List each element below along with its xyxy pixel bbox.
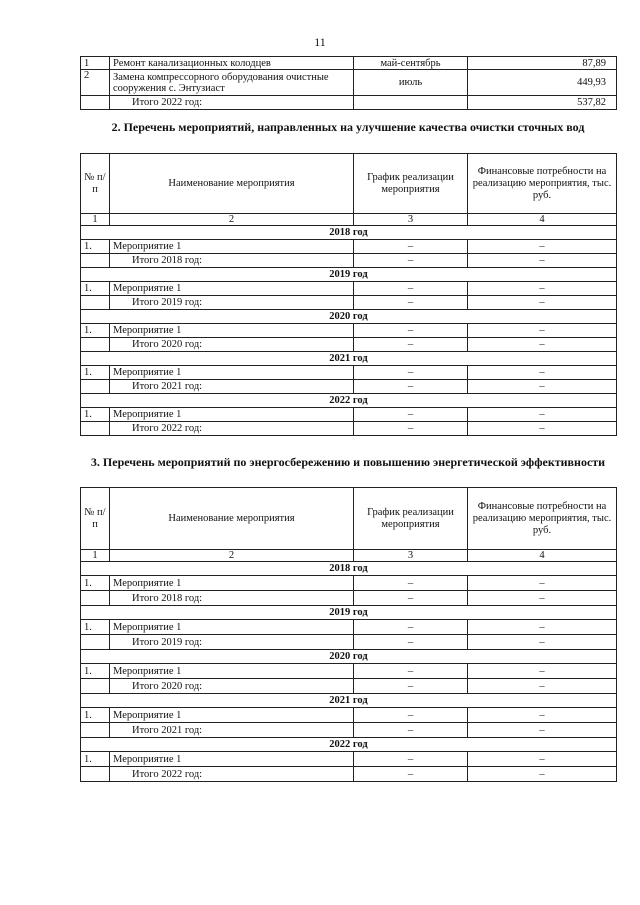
row-schedule: –: [354, 324, 468, 338]
row-name: Мероприятие 1: [110, 752, 354, 767]
row-schedule: июль: [354, 70, 468, 96]
table-row: [81, 282, 617, 296]
row-amount: –: [468, 324, 617, 338]
total-schedule: –: [354, 380, 468, 394]
table-row: [81, 70, 617, 96]
row-number: 1: [81, 57, 110, 70]
row-name: Мероприятие 1: [110, 324, 354, 338]
year-row: [81, 310, 617, 324]
table-row: [81, 708, 617, 723]
total-schedule: –: [354, 723, 468, 738]
row-name: Ремонт канализационных колодцев: [110, 57, 354, 70]
year-row: [81, 268, 617, 282]
row-schedule: –: [354, 282, 468, 296]
column-numbers-row: [81, 550, 617, 562]
empty-cell: [81, 380, 110, 394]
total-row: [81, 635, 617, 650]
total-schedule: –: [354, 679, 468, 694]
total-label: Итого 2022 год:: [110, 422, 354, 436]
row-amount: –: [468, 366, 617, 380]
year-label: 2020 год: [81, 650, 617, 664]
total-label: Итого 2018 год:: [110, 591, 354, 606]
total-schedule: –: [354, 591, 468, 606]
year-label: 2021 год: [81, 352, 617, 366]
row-name: Мероприятие 1: [110, 576, 354, 591]
header-name: Наименование мероприятия: [110, 154, 354, 214]
year-label: 2019 год: [81, 268, 617, 282]
table-row: [81, 664, 617, 679]
empty-cell: [81, 635, 110, 650]
col-number: 1: [81, 550, 110, 562]
row-number: 1.: [81, 620, 110, 635]
table-row: [81, 408, 617, 422]
total-schedule: –: [354, 635, 468, 650]
total-schedule: –: [354, 422, 468, 436]
total-amount: –: [468, 591, 617, 606]
total-label: Итого 2020 год:: [110, 338, 354, 352]
row-name: Мероприятие 1: [110, 620, 354, 635]
empty-cell: [81, 679, 110, 694]
total-row: [81, 96, 617, 110]
total-amount: –: [468, 767, 617, 782]
year-label: 2021 год: [81, 694, 617, 708]
total-label: Итого 2020 год:: [110, 679, 354, 694]
row-number: 2: [81, 70, 110, 96]
row-number: 1.: [81, 408, 110, 422]
row-amount: –: [468, 408, 617, 422]
total-label: Итого 2019 год:: [110, 296, 354, 310]
row-amount: –: [468, 240, 617, 254]
row-name: Мероприятие 1: [110, 240, 354, 254]
total-amount: –: [468, 679, 617, 694]
total-label: Итого 2018 год:: [110, 254, 354, 268]
year-label: 2022 год: [81, 738, 617, 752]
row-schedule: –: [354, 408, 468, 422]
section2-title: 2. Перечень мероприятий, направленных на улучшение качества очистки сточных вод: [111, 120, 585, 134]
header-finance: Финансовые потребности на реализацию мероприятия, тыс. руб.: [468, 154, 617, 214]
section3-table: [80, 487, 617, 782]
row-schedule: –: [354, 240, 468, 254]
table-row: [81, 366, 617, 380]
total-schedule: –: [354, 254, 468, 268]
row-number: 1.: [81, 282, 110, 296]
empty-cell: [81, 591, 110, 606]
header-num: № п/п: [81, 154, 110, 214]
total-amount: –: [468, 635, 617, 650]
col-number: 2: [110, 214, 354, 226]
empty-cell: [81, 96, 110, 110]
table-row: [81, 576, 617, 591]
row-number: 1.: [81, 240, 110, 254]
row-schedule: –: [354, 664, 468, 679]
row-amount: 87,89: [468, 57, 617, 70]
header-row: [81, 154, 617, 214]
year-row: [81, 352, 617, 366]
total-label: Итого 2022 год:: [110, 767, 354, 782]
section3-title: 3. Перечень мероприятий по энергосбережению и повышению энергетической эффективности: [90, 455, 606, 469]
total-row: [81, 591, 617, 606]
total-row: [81, 679, 617, 694]
row-schedule: май-сентябрь: [354, 57, 468, 70]
empty-cell: [81, 767, 110, 782]
row-schedule: –: [354, 366, 468, 380]
total-label: Итого 2021 год:: [110, 380, 354, 394]
header-schedule: График реализации мероприятия: [354, 488, 468, 550]
year-label: 2018 год: [81, 226, 617, 240]
row-schedule: –: [354, 620, 468, 635]
year-row: [81, 694, 617, 708]
row-number: 1.: [81, 664, 110, 679]
total-row: [81, 380, 617, 394]
empty-cell: [354, 96, 468, 110]
empty-cell: [81, 296, 110, 310]
row-number: 1.: [81, 752, 110, 767]
total-row: [81, 254, 617, 268]
total-amount: –: [468, 380, 617, 394]
table-row: [81, 620, 617, 635]
row-name: Замена компрессорного оборудования очистные сооружения с. Энтузиаст: [110, 70, 354, 96]
year-row: [81, 394, 617, 408]
total-label: Итого 2021 год:: [110, 723, 354, 738]
row-schedule: –: [354, 752, 468, 767]
year-row: [81, 562, 617, 576]
row-name: Мероприятие 1: [110, 664, 354, 679]
year-row: [81, 650, 617, 664]
table-row: [81, 57, 617, 70]
total-label: Итого 2019 год:: [110, 635, 354, 650]
table-row: [81, 240, 617, 254]
empty-cell: [81, 723, 110, 738]
total-amount: –: [468, 422, 617, 436]
total-amount: –: [468, 723, 617, 738]
total-amount: –: [468, 254, 617, 268]
row-schedule: –: [354, 708, 468, 723]
page-number: 11: [314, 35, 326, 49]
row-number: 1.: [81, 708, 110, 723]
empty-cell: [81, 254, 110, 268]
year-row: [81, 606, 617, 620]
col-number: 3: [354, 214, 468, 226]
col-number: 3: [354, 550, 468, 562]
row-amount: –: [468, 708, 617, 723]
row-name: Мероприятие 1: [110, 708, 354, 723]
empty-cell: [81, 422, 110, 436]
row-amount: –: [468, 620, 617, 635]
header-row: [81, 488, 617, 550]
table-row: [81, 752, 617, 767]
row-amount: –: [468, 664, 617, 679]
row-name: Мероприятие 1: [110, 408, 354, 422]
year-label: 2022 год: [81, 394, 617, 408]
total-row: [81, 422, 617, 436]
row-number: 1.: [81, 366, 110, 380]
total-label: Итого 2022 год:: [110, 96, 354, 110]
total-row: [81, 338, 617, 352]
year-label: 2019 год: [81, 606, 617, 620]
row-amount: 449,93: [468, 70, 617, 96]
column-numbers-row: [81, 214, 617, 226]
col-number: 4: [468, 550, 617, 562]
row-amount: –: [468, 282, 617, 296]
row-number: 1.: [81, 576, 110, 591]
header-finance: Финансовые потребности на реализацию мероприятия, тыс. руб.: [468, 488, 617, 550]
total-row: [81, 767, 617, 782]
year-row: [81, 738, 617, 752]
table-row: [81, 324, 617, 338]
col-number: 4: [468, 214, 617, 226]
section2-table: [80, 153, 617, 436]
total-row: [81, 296, 617, 310]
row-amount: –: [468, 752, 617, 767]
total-amount: –: [468, 338, 617, 352]
total-amount: 537,82: [468, 96, 617, 110]
row-number: 1.: [81, 324, 110, 338]
row-schedule: –: [354, 576, 468, 591]
col-number: 1: [81, 214, 110, 226]
year-label: 2020 год: [81, 310, 617, 324]
total-row: [81, 723, 617, 738]
total-schedule: –: [354, 338, 468, 352]
year-row: [81, 226, 617, 240]
row-amount: –: [468, 576, 617, 591]
top-table: [80, 56, 617, 110]
header-schedule: График реализации мероприятия: [354, 154, 468, 214]
total-amount: –: [468, 296, 617, 310]
header-name: Наименование мероприятия: [110, 488, 354, 550]
year-label: 2018 год: [81, 562, 617, 576]
total-schedule: –: [354, 767, 468, 782]
row-name: Мероприятие 1: [110, 282, 354, 296]
col-number: 2: [110, 550, 354, 562]
empty-cell: [81, 338, 110, 352]
total-schedule: –: [354, 296, 468, 310]
row-name: Мероприятие 1: [110, 366, 354, 380]
header-num: № п/п: [81, 488, 110, 550]
